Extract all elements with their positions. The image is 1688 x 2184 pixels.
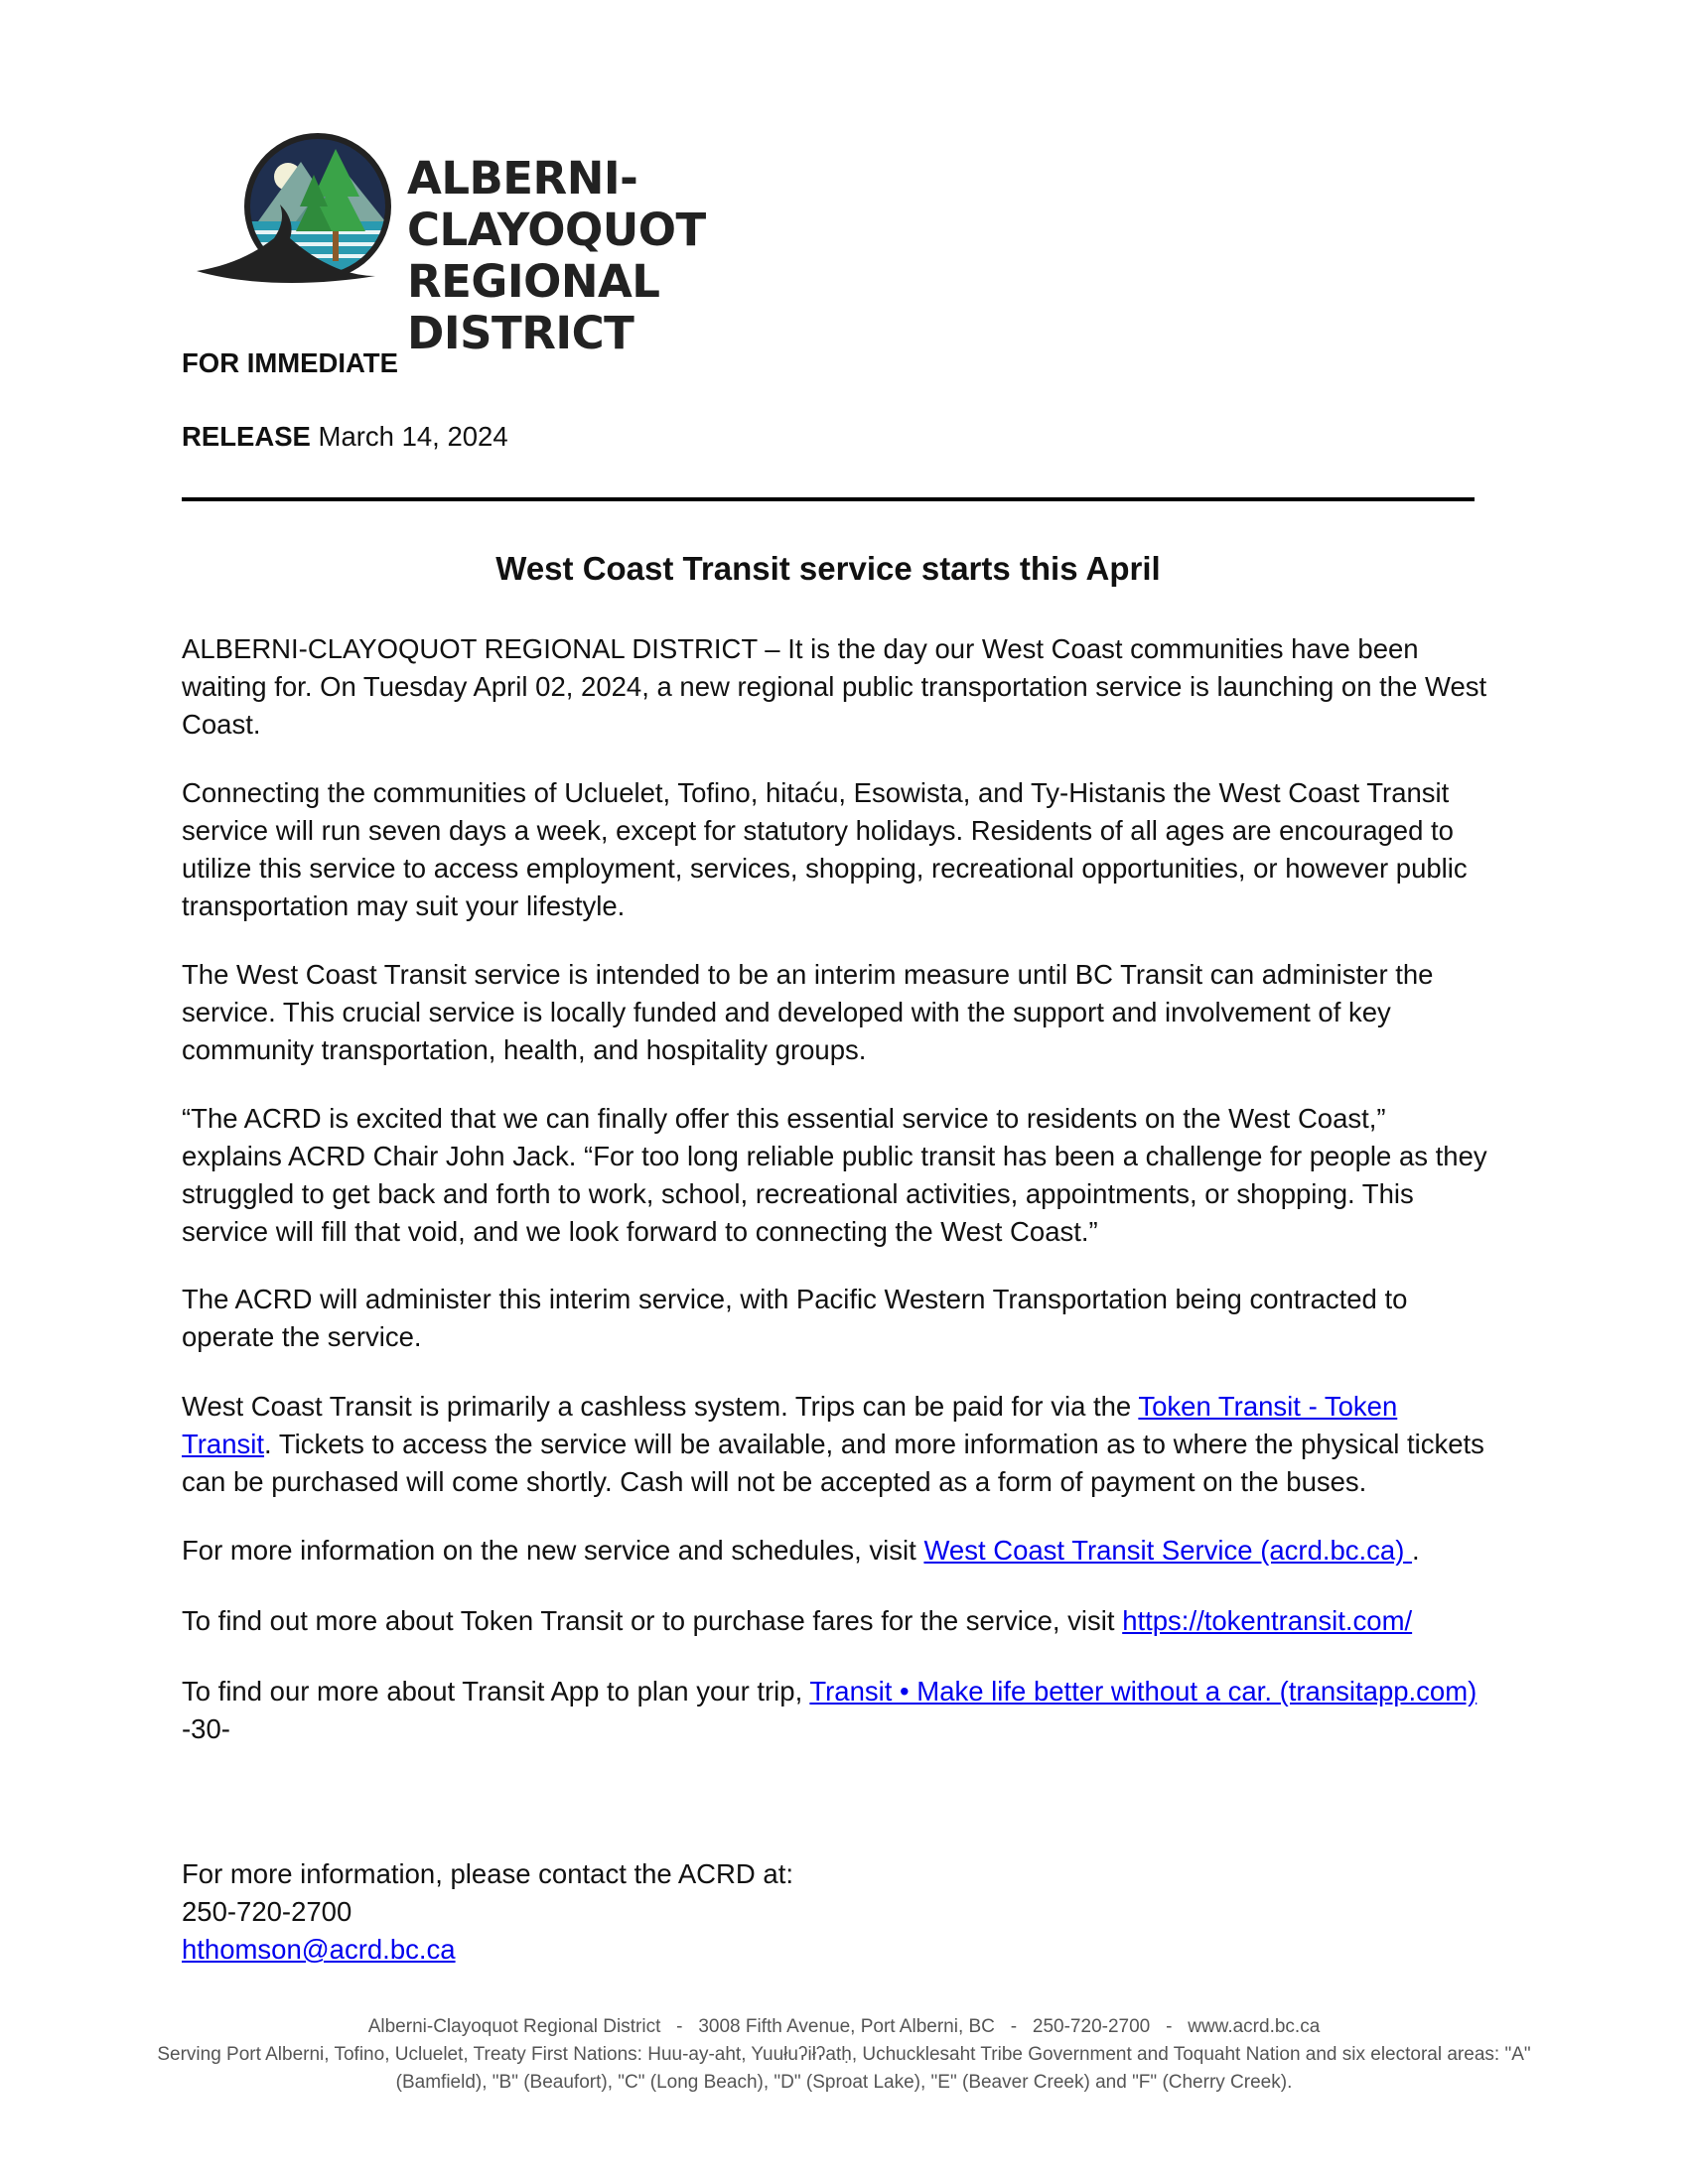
contact-intro: For more information, please contact the ACRD at: [182, 1858, 793, 1889]
org-name-line1: ALBERNI-CLAYOQUOT [407, 152, 706, 256]
paragraph-5 [182, 1281, 1492, 1356]
paragraph-9-before: To find our more about Transit App to plan your trip, [182, 1676, 810, 1706]
paragraph-2-text: Connecting the communities of Ucluelet, Tofino, hitaću, Esowista, and Ty-Histanis the West Coast Transit service will run seven days a week, except for statutory holidays. Residents of all ages are encouraged to utilize this service to access employment, services, shopping, recreational opportunities, or however public transportation may suit your lifestyle. [182, 777, 1468, 921]
paragraph-7-text [182, 1532, 1492, 1570]
paragraph-8 [182, 1602, 1492, 1640]
paragraph-6-text [182, 1388, 1492, 1501]
release-date: March 14, 2024 [318, 421, 508, 452]
paragraph-9 [182, 1673, 1492, 1748]
end-mark: -30- [182, 1713, 230, 1744]
paragraph-2 [182, 774, 1492, 925]
contact-email-link[interactable]: hthomson@acrd.bc.ca [182, 1934, 456, 1965]
paragraph-6-after: . Tickets to access the service will be available, and more information as to where the physical tickets can be purchased will come shortly. Cash will not be accepted as a form of payment on the buses. [182, 1429, 1484, 1497]
release-label-line1 [182, 344, 1492, 382]
paragraph-4-text: “The ACRD is excited that we can finally offer this essential service to residents on the West Coast,” explains ACRD Chair John Jack. “For too long reliable public transit has been a challenge for people as they struggled to get back and forth to work, school, recreational activities, appointments, or shopping. This service will fill that void, and we look forward to connecting the West Coast.” [182, 1103, 1487, 1247]
contact-phone: 250-720-2700 [182, 1896, 352, 1927]
footer-address: Alberni-Clayoquot Regional District - 3008 Fifth Avenue, Port Alberni, BC - 250-720-2700 - www.acrd.bc.ca [367, 2016, 1321, 2037]
for-immediate-label: FOR IMMEDIATE [182, 347, 398, 378]
release-label-line2 [182, 418, 1492, 456]
paragraph-5-text: The ACRD will administer this interim service, with Pacific Western Transportation being contracted to operate the service. [182, 1284, 1408, 1352]
paragraph-6-before: West Coast Transit is primarily a cashless system. Trips can be paid for via the [182, 1391, 1139, 1422]
org-logo [197, 127, 892, 359]
acrd-emblem-icon [197, 127, 395, 286]
release-label: RELEASE [182, 421, 311, 452]
page-footer [129, 2013, 1559, 2097]
paragraph-7-before: For more information on the new service and schedules, visit [182, 1535, 924, 1566]
paragraph-9-text [182, 1673, 1492, 1710]
paragraph-4 [182, 1100, 1492, 1251]
paragraph-3 [182, 956, 1492, 1069]
footer-served-areas: Serving Port Alberni, Tofino, Ucluelet, Treaty First Nations: Huu-ay-aht, Yuułuʔiłʔatḥ, Uchucklesaht Tribe Government and Toquaht Nation and six electoral areas: "A" (Bamfield), "B" (Beaufort), "C" (Long Beach), "D" (Sproat Lake), "E" (Beaver Creek) and "F" (Cherry Creek). [157, 2044, 1531, 2093]
paragraph-7 [182, 1532, 1492, 1570]
west-coast-transit-link[interactable]: West Coast Transit Service (acrd.bc.ca) [923, 1535, 1413, 1566]
org-name-line2: REGIONAL DISTRICT [407, 255, 660, 359]
header-divider [182, 497, 1475, 501]
org-name [407, 153, 892, 359]
token-transit-link[interactable]: Token Transit - Token Transit [182, 1391, 1398, 1459]
headline: West Coast Transit service starts this April [495, 550, 1161, 587]
paragraph-1 [182, 630, 1492, 744]
transit-app-link[interactable]: Transit • Make life better without a car. (transitapp.com) [809, 1676, 1477, 1706]
paragraph-3-text: The West Coast Transit service is intended to be an interim measure until BC Transit can administer the service. This crucial service is locally funded and developed with the support and involvement of key community transportation, health, and hospitality groups. [182, 959, 1434, 1065]
contact-block [182, 1855, 1492, 1969]
paragraph-8-text [182, 1602, 1492, 1640]
paragraph-6 [182, 1388, 1492, 1501]
paragraph-7-after: . [1412, 1535, 1420, 1566]
paragraph-1-text: ALBERNI-CLAYOQUOT REGIONAL DISTRICT – It is the day our West Coast communities have been waiting for. On Tuesday April 02, 2024, a new regional public transportation service is launching on the West Coast. [182, 633, 1487, 740]
tokentransit-url-link[interactable]: https://tokentransit.com/ [1122, 1605, 1413, 1636]
paragraph-8-before: To find out more about Token Transit or to purchase fares for the service, visit [182, 1605, 1123, 1636]
